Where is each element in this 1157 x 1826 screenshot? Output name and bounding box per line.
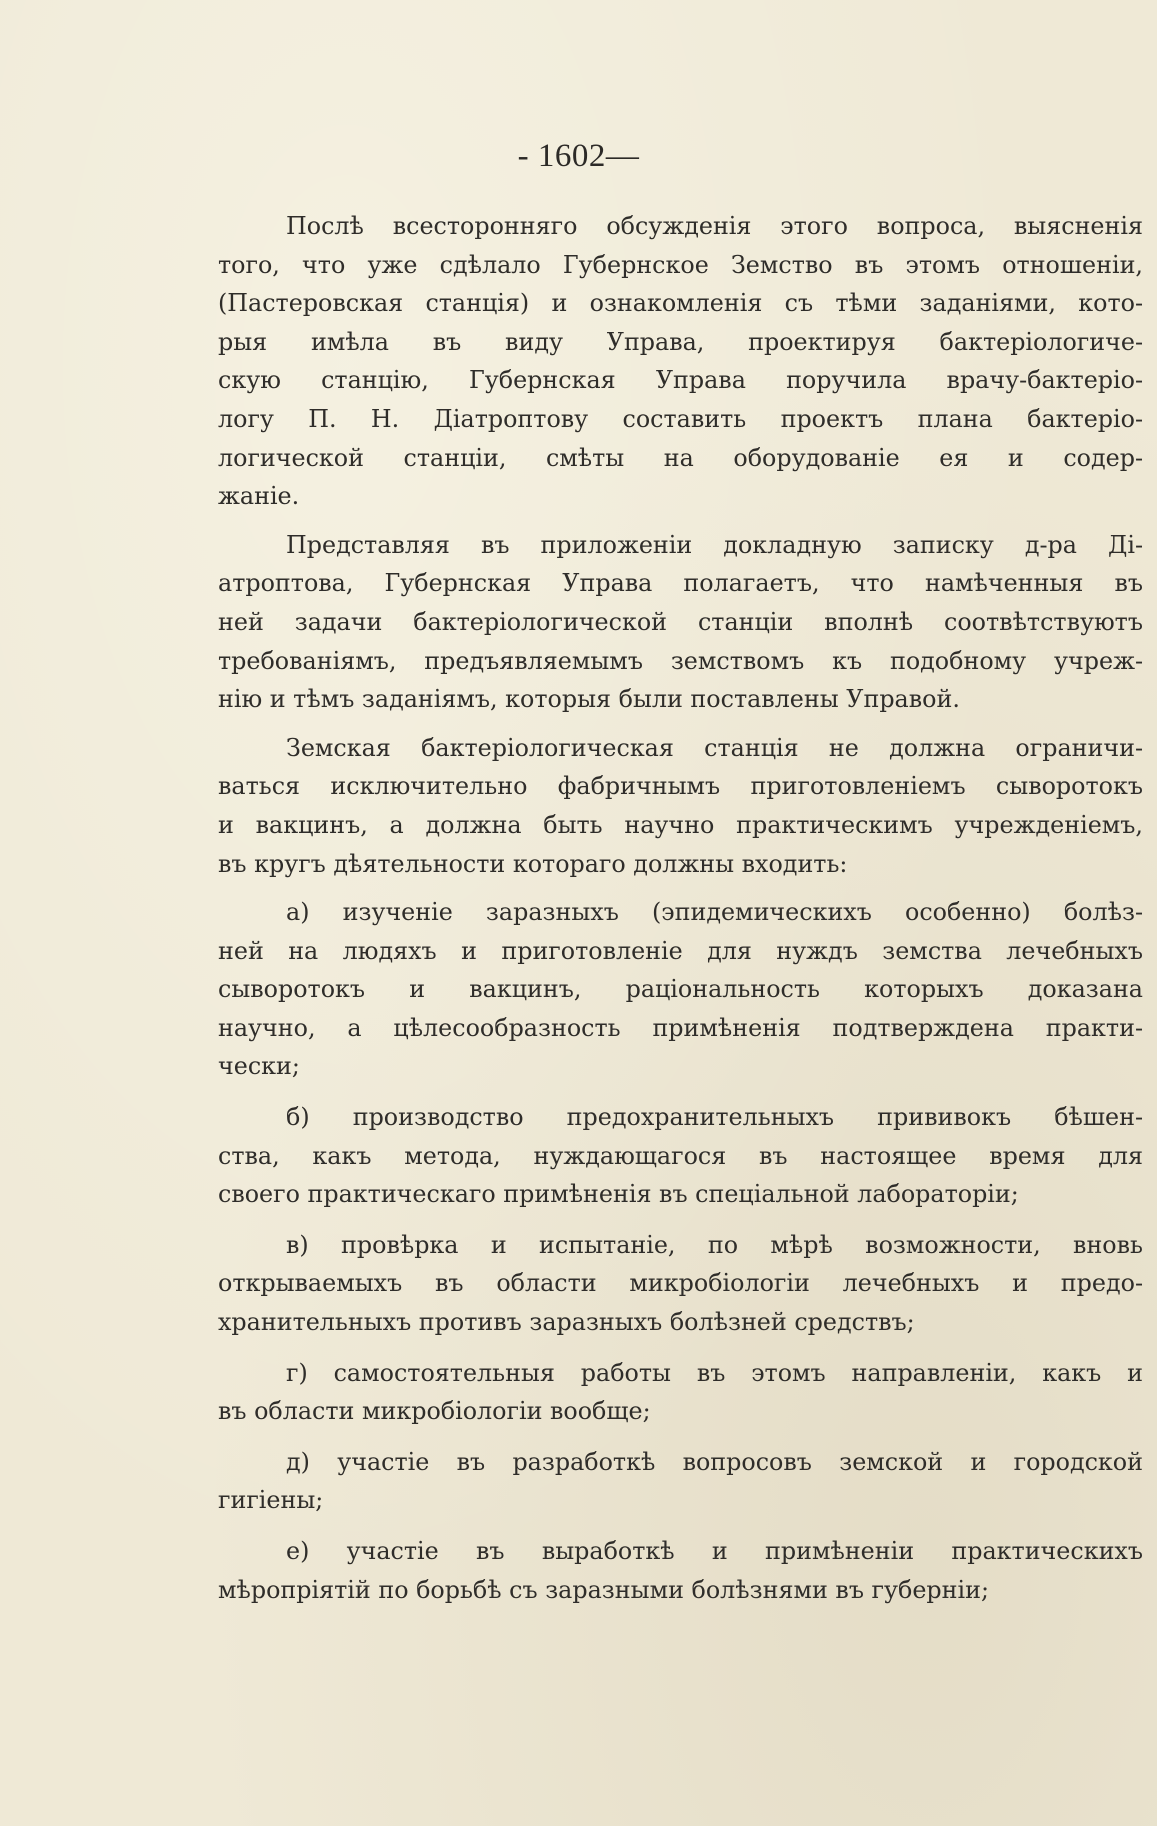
- text-line: того, что уже сдѣлало Губернское Земство въ этомъ отношеніи,: [218, 250, 1143, 279]
- text-line: хранительныхъ противъ заразныхъ болѣзней средствъ;: [218, 1308, 915, 1337]
- text-line: и вакцинъ, а должна быть научно практическимъ учрежденіемъ,: [218, 810, 1143, 839]
- text-line: въ кругъ дѣятельности котораго должны входить:: [218, 849, 848, 878]
- text-line: въ области микробіологіи вообще;: [218, 1397, 651, 1426]
- text-line: г) самостоятельныя работы въ этомъ направленіи, какъ и: [286, 1358, 1143, 1387]
- text-line: а) изученіе заразныхъ (эпидемическихъ особенно) болѣз-: [286, 898, 1143, 927]
- text-line: ней на людяхъ и приготовленіе для нуждъ земства лечебныхъ: [218, 936, 1143, 965]
- page-body-text: [218, 207, 1143, 1609]
- list-item-a: [218, 893, 1143, 1086]
- paragraph-station-tasks: [218, 729, 1143, 883]
- text-line: (Пастеровская станція) и ознакомленія съ тѣми заданіями, кото-: [218, 289, 1143, 318]
- text-line: требованіямъ, предъявляемымъ земствомъ къ подобному учреж-: [218, 646, 1143, 675]
- text-line: д) участіе въ разработкѣ вопросовъ земской и городской: [286, 1447, 1143, 1476]
- text-line: научно, а цѣлесообразность примѣненія подтверждена практи-: [218, 1013, 1143, 1042]
- text-line: нію и тѣмъ заданіямъ, которыя были поставлены Управой.: [218, 685, 960, 714]
- list-item-e: [218, 1532, 1143, 1609]
- text-line: логу П. Н. Діатроптову составить проектъ плана бактеріо-: [218, 404, 1143, 433]
- list-item-b: [218, 1098, 1143, 1214]
- text-line: в) провѣрка и испытаніе, по мѣрѣ возможности, вновь: [286, 1230, 1143, 1259]
- list-item-g: [218, 1354, 1143, 1431]
- text-line: логической станціи, смѣты на оборудованіе ея и содер-: [218, 443, 1143, 472]
- text-line: своего практическаго примѣненія въ спеціальной лабораторіи;: [218, 1180, 1019, 1209]
- paragraph-proposal: [218, 526, 1143, 719]
- text-line: атроптова, Губернская Управа полагаетъ, что намѣченныя въ: [218, 569, 1143, 598]
- text-line: мѣропріятій по борьбѣ съ заразными болѣзнями въ губерніи;: [218, 1575, 989, 1604]
- page-number: - 1602—: [517, 138, 640, 174]
- text-line: сыворотокъ и вакцинъ, раціональность которыхъ доказана: [218, 975, 1143, 1004]
- text-line: скую станцію, Губернская Управа поручила врачу-бактеріо-: [218, 366, 1143, 395]
- text-line: гигіены;: [218, 1486, 324, 1515]
- text-line: ства, какъ метода, нуждающагося въ настоящее время для: [218, 1141, 1143, 1170]
- text-line: открываемыхъ въ области микробіологіи лечебныхъ и предо-: [218, 1269, 1143, 1298]
- text-line: е) участіе въ выработкѣ и примѣненіи практическихъ: [286, 1537, 1143, 1565]
- paragraph-introduction: [218, 207, 1143, 516]
- text-line: рыя имѣла въ виду Управа, проектируя бактеріологиче-: [218, 327, 1143, 356]
- text-line: жаніе.: [218, 482, 300, 511]
- text-line: ваться исключительно фабричнымъ приготовленіемъ сыворотокъ: [218, 772, 1143, 801]
- text-line: чески;: [218, 1052, 300, 1081]
- text-line: Представляя въ приложеніи докладную записку д-ра Ді-: [286, 530, 1143, 559]
- list-item-d: [218, 1443, 1143, 1520]
- list-item-v: [218, 1226, 1143, 1342]
- text-line: ней задачи бактеріологической станціи вполнѣ соотвѣтствуютъ: [218, 607, 1143, 636]
- text-line: б) производство предохранительныхъ прививокъ бѣшен-: [286, 1103, 1143, 1132]
- text-line: Послѣ всесторонняго обсужденія этого вопроса, выясненія: [286, 212, 1143, 240]
- text-line: Земская бактеріологическая станція не должна ограничи-: [286, 733, 1143, 762]
